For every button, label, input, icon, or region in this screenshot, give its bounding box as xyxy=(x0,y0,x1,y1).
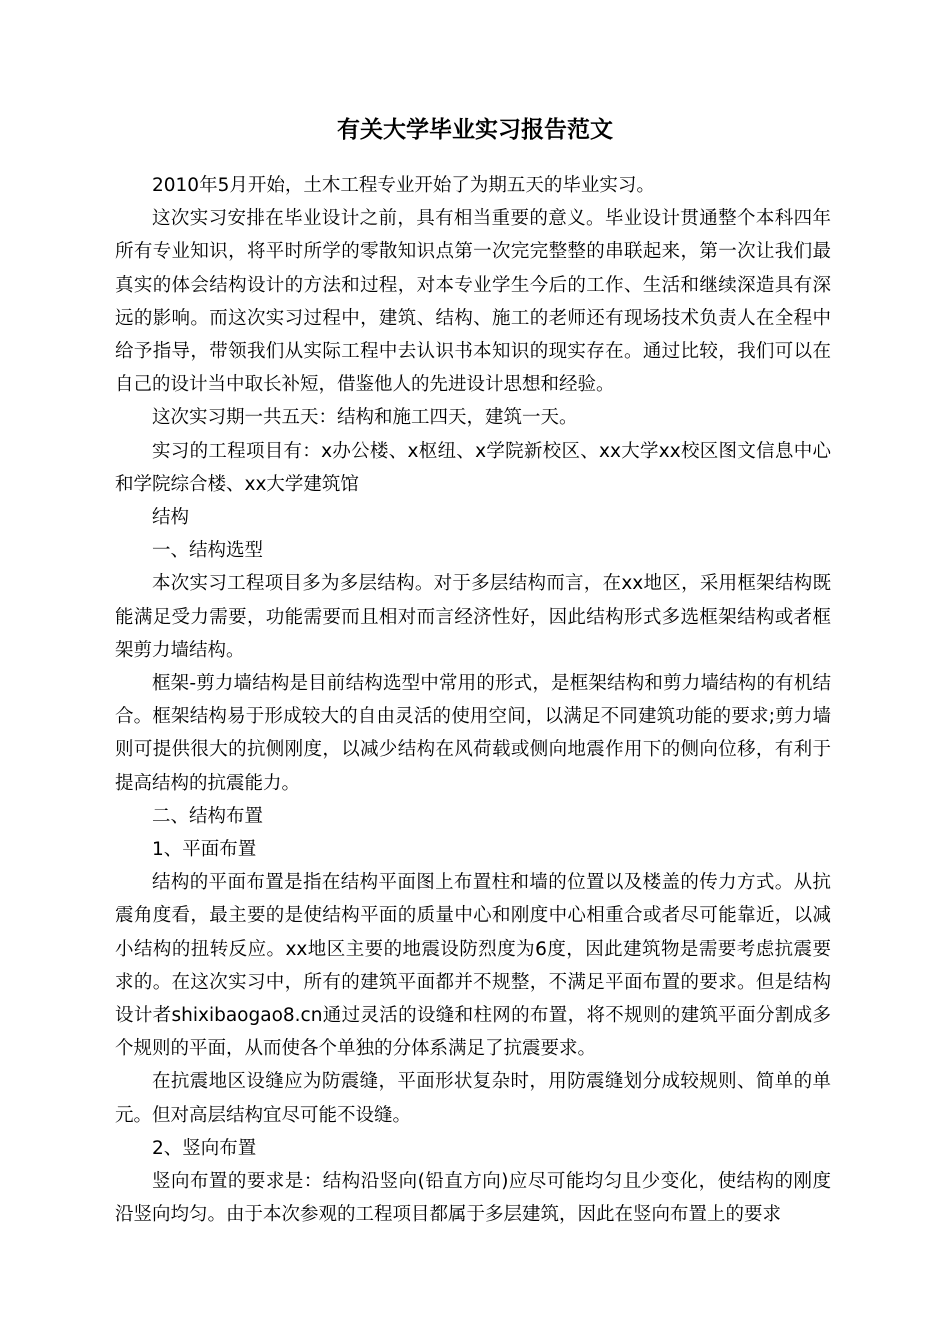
paragraph: 本次实习工程项目多为多层结构。对于多层结构而言，在xx地区，采用框架结构既能满足受力需要，功能需要而且相对而言经济性好，因此结构形式多选框架结构或者框架剪力墙结构。 xyxy=(115,573,831,661)
document-body xyxy=(115,169,831,1232)
section-heading: 一、结构选型 xyxy=(152,540,264,562)
paragraph: 结构的平面布置是指在结构平面图上布置柱和墙的位置以及楼盖的传力方式。从抗震角度看，最主要的是使结构平面的质量中心和刚度中心相重合或者尽可能靠近，以减小结构的扭转反应。xx地区主要的地震设防烈度为6度，因此建筑物是需要考虑抗震要求的。在这次实习中，所有的建筑平面都并不规整，不满足平面布置的要求。但是结构设计者shixibaogao8.cn通过灵活的设缝和柱网的布置，将不规则的建筑平面分割成多个规则的平面，从而使各个单独的分体系满足了抗震要求。 xyxy=(115,872,831,1060)
paragraph: 竖向布置的要求是：结构沿竖向(铅直方向)应尽可能均匀且少变化，使结构的刚度沿竖向均匀。由于本次参观的工程项目都属于多层建筑，因此在竖向布置上的要求 xyxy=(115,1171,831,1226)
subsection-heading: 1、平面布置 xyxy=(152,839,257,861)
paragraph: 2010年5月开始，土木工程专业开始了为期五天的毕业实习。 xyxy=(152,175,655,196)
section-heading: 二、结构布置 xyxy=(152,805,264,827)
paragraph: 框架-剪力墙结构是目前结构选型中常用的形式，是框架结构和剪力墙结构的有机结合。框架结构易于形成较大的自由灵活的使用空间，以满足不同建筑功能的要求;剪力墙则可提供很大的抗侧刚度，以减少结构在风荷载或侧向地震作用下的侧向位移，有利于提高结构的抗震能力。 xyxy=(115,673,831,794)
subsection-heading: 2、竖向布置 xyxy=(152,1137,257,1159)
paragraph: 在抗震地区设缝应为防震缝，平面形状复杂时，用防震缝划分成较规则、简单的单元。但对高层结构宜尽可能不设缝。 xyxy=(115,1071,831,1126)
paragraph: 这次实习期一共五天：结构和施工四天，建筑一天。 xyxy=(152,407,578,429)
section-heading: 结构 xyxy=(152,507,190,529)
paragraph: 这次实习安排在毕业设计之前，具有相当重要的意义。毕业设计贯通整个本科四年所有专业知识，将平时所学的零散知识点第一次完完整整的串联起来，第一次让我们最真实的体会结构设计的方法和过程，对本专业学生今后的工作、生活和继续深造具有深远的影响。而这次实习过程中，建筑、结构、施工的老师还有现场技术负责人在全程中给予指导，带领我们从实际工程中去认识书本知识的现实存在。通过比较，我们可以在自己的设计当中取长补短，借鉴他人的先进设计思想和经验。 xyxy=(115,208,831,396)
document-title: 有关大学毕业实习报告范文 xyxy=(337,117,613,143)
paragraph: 实习的工程项目有：x办公楼、x枢纽、x学院新校区、xx大学xx校区图文信息中心和学院综合楼、xx大学建筑馆 xyxy=(115,440,831,495)
